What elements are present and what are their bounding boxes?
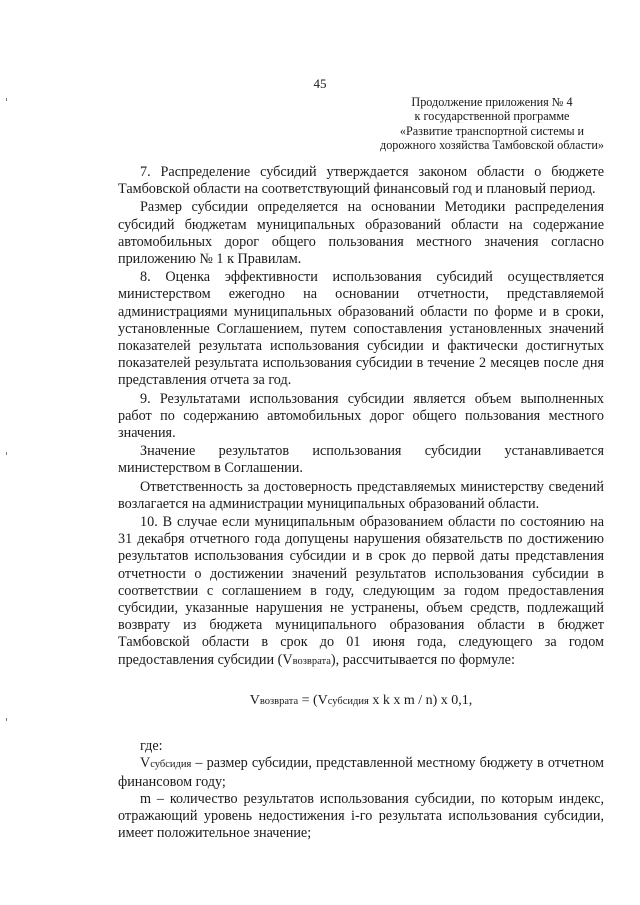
scan-margin-mark [6,452,7,455]
appendix-header-line: дорожного хозяйства Тамбовской области» [380,138,604,153]
paragraph-10 [118,514,604,670]
appendix-header-line: Продолжение приложения № 4 [411,95,573,109]
where-label: где: [140,738,163,755]
scan-margin-mark [6,718,7,721]
definition-v-text: – размер субсидии, представленной местному бюджету в отчетном финансовом году; [118,755,604,790]
document-body [118,164,604,842]
appendix-header-line: «Развитие транспортной системы и [399,123,585,138]
formula-mid: = (V [298,692,328,708]
paragraph-10-text: 10. В случае если муниципальным образованием области по состоянию на 31 декабря отчетного года допущены нарушения обязательств по достижению результатов использования субсидии и в срок до первой даты представления отчетности о достижении значений результатов использования субсидии в соответствии с соглашением в году, следующим за годом предоставления субсидии, указанные нарушения не устранены, объем средств, подлежащий возврату из бюджета муниципального образования области в бюджет Тамбовской области в срок до 01 июня года, следующего за годом предоставления субсидии (V [118,514,604,668]
scan-margin-mark [6,98,7,101]
formula-rhs: x k x m / n) x 0,1, [368,692,473,708]
definition-m: m – количество результатов использования субсидии, по которым индекс, отражающий уровень недостижения i-го результата использования субсидии, имеет положительное значение; [118,790,604,842]
formula-subscript-vozvrata: возврата [259,695,299,707]
paragraph-9: 9. Результатами использования субсидии является объем выполненных работ по содержанию автомобильных дорог общего пользования местного значения. [118,390,604,442]
paragraph-responsibility: Ответственность за достоверность представляемых министерству сведений возлагается на администрации муниципальных образований области. [118,478,604,512]
paragraph-10-tail: ), рассчитывается по формуле: [330,651,515,668]
subscript-vozvrata: возврата [292,655,331,667]
appendix-header-line: к государственной программе [414,109,570,124]
formula [118,692,604,710]
page-number: 45 [313,76,327,91]
paragraph-subsidy-size: Размер субсидии определяется на основании Методики распределения субсидий бюджетам муниципальных образований области на содержание автомобильных дорог общего пользования местного значения согласно приложению № 1 к Правилам. [118,199,604,268]
formula-lhs: V [249,692,260,708]
definition-subscript-subsidiya: субсидия [150,759,192,771]
paragraph-8: 8. Оценка эффективности использования субсидий осуществляется министерством ежегодно на основании отчетности, представляемой администрациями муниципальных образований области по форме и в сроки, установленные Соглашением, путем сопоставления установленных значений показателей результата использования субсидии и фактически достигнутых показателей результата использования субсидии в течение 2 месяцев после дня представления отчета за год. [118,269,604,389]
definition-v-subsidiya: Vсубсидия – размер субсидии, представленной местному бюджету в отчетном финансовом году; [118,755,604,790]
paragraph-result-value: Значение результатов использования субсидии устанавливается министерством в Соглашении. [118,443,604,477]
appendix-header [372,95,612,153]
paragraph-7: 7. Распределение субсидий утверждается законом области о бюджете Тамбовской области на соответствующий финансовый год и плановый период. [118,164,604,198]
formula-subscript-subsidiya: субсидия [327,695,369,707]
